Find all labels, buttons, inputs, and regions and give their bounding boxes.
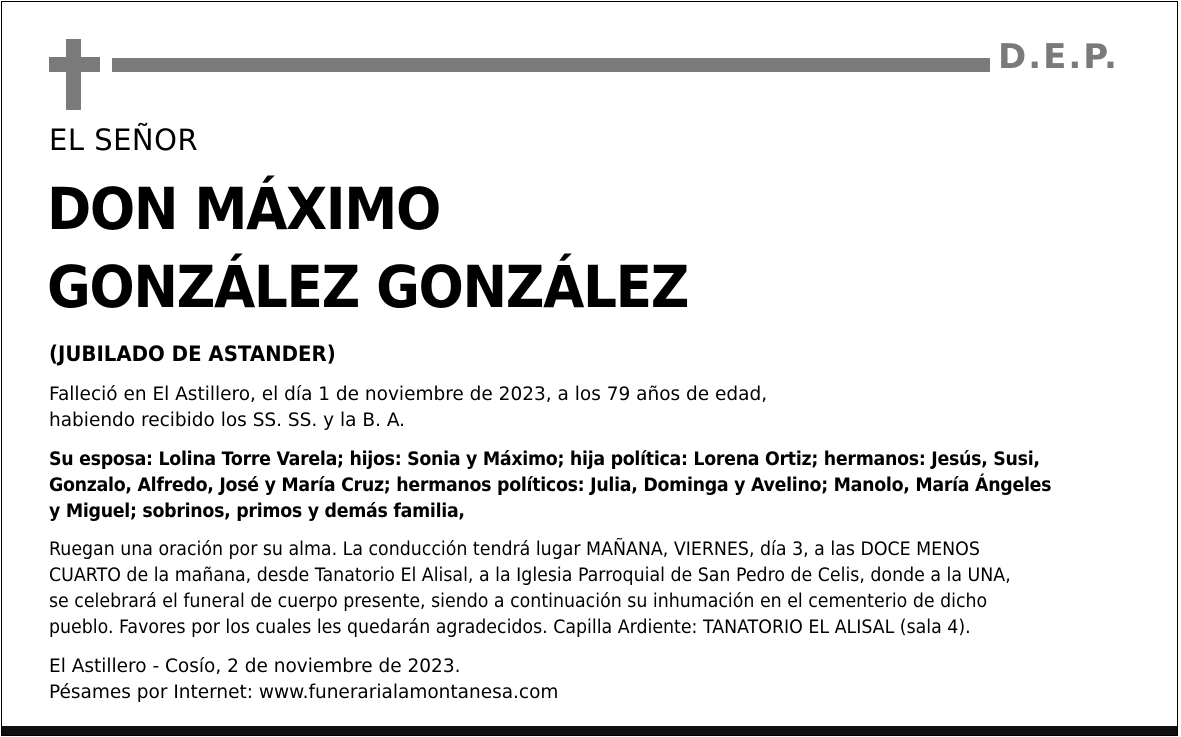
- header-rule: [112, 58, 990, 72]
- funeral-details: [49, 537, 1130, 641]
- family-line: Su esposa: Lolina Torre Varela; hijos: Sonia y Máximo; hija política: Lorena Ortiz; hermanos: Jesús, Susi,: [49, 449, 1040, 470]
- footer: [49, 654, 1139, 706]
- family-line: Gonzalo, Alfredo, José y María Cruz; hermanos políticos: Julia, Dominga y Avelino; Manolo, María Ángeles: [49, 475, 1052, 496]
- death-line: habiendo recibido los SS. SS. y la B. A.: [49, 410, 406, 431]
- cross-icon: [66, 39, 81, 110]
- family-list: [49, 447, 1102, 525]
- death-notice: [49, 382, 1139, 434]
- dep-label: D.E.P.: [998, 37, 1119, 77]
- place-date: El Astillero - Cosío, 2 de noviembre de 2023.: [49, 656, 461, 677]
- condolences-link-text: Pésames por Internet: www.funerarialamontanesa.com: [49, 682, 559, 703]
- obituary-card: [1, 1, 1178, 736]
- deceased-name-line1: DON MÁXIMO: [47, 175, 440, 243]
- bottom-bar: [2, 726, 1177, 735]
- honorific: EL SEÑOR: [49, 123, 199, 157]
- funeral-line: Ruegan una oración por su alma. La conducción tendrá lugar MAÑANA, VIERNES, día 3, a las DOCE MENOS: [49, 539, 980, 560]
- family-line: y Miguel; sobrinos, primos y demás familia,: [49, 501, 465, 522]
- funeral-line: CUARTO de la mañana, desde Tanatorio El Alisal, a la Iglesia Parroquial de San Pedro de Celis, donde a la UNA,: [49, 565, 1011, 586]
- occupation: (JUBILADO DE ASTANDER): [49, 342, 336, 366]
- death-line: Falleció en El Astillero, el día 1 de noviembre de 2023, a los 79 años de edad,: [49, 384, 768, 405]
- deceased-name-line2: GONZÁLEZ GONZÁLEZ: [47, 253, 689, 321]
- cross-icon-bar: [49, 57, 100, 72]
- funeral-line: pueblo. Favores por los cuales les quedarán agradecidos. Capilla Ardiente: TANATORIO EL ALISAL (sala 4).: [49, 617, 971, 638]
- funeral-line: se celebrará el funeral de cuerpo presente, siendo a continuación su inhumación en el cementerio de dicho: [49, 591, 988, 612]
